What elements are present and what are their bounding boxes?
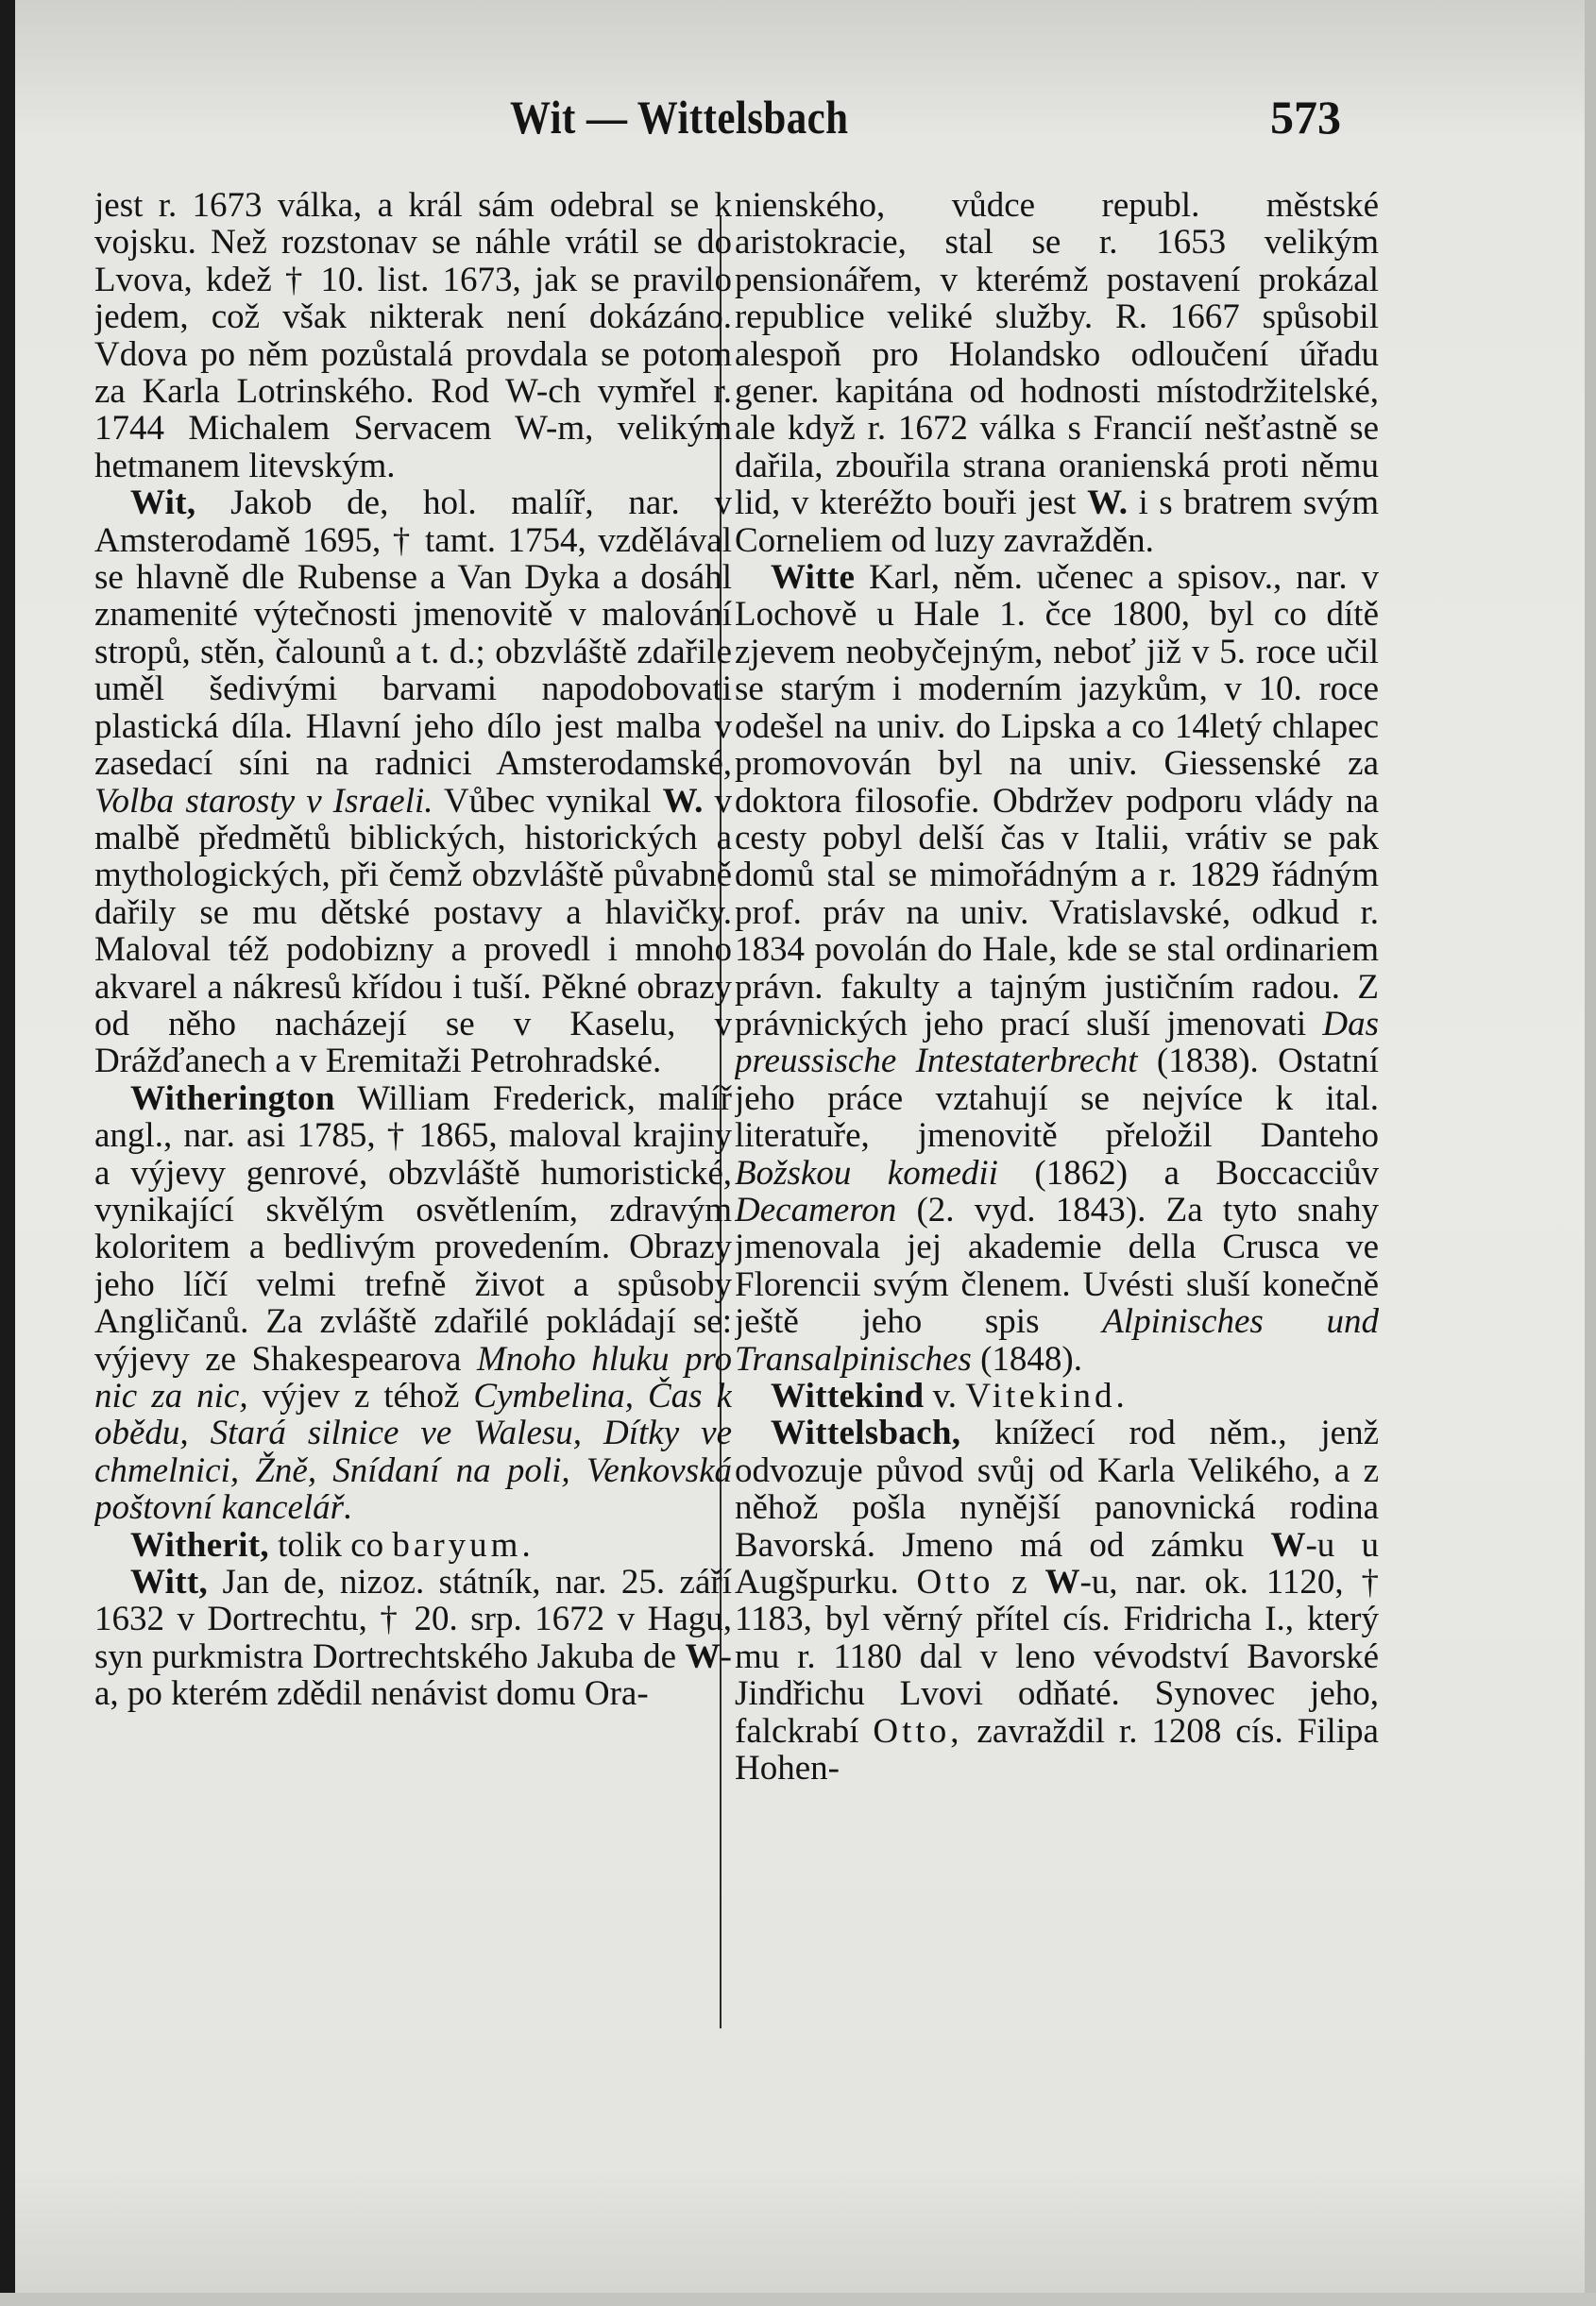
page-number: 573: [1270, 91, 1341, 144]
entry-wit: Wit, Jakob de, hol. malíř, nar. v Amsterodamě 1695, † tamt. 1754, vzdělával se hlavně dle Rubense a Van Dyka a dosáhl znamenité výtečnosti jmenovitě v malování stropů, stěn, čalounů a t. d.; obzvláště zdařile uměl šedivými barvami napodobovati plastická díla. Hlavní jeho dílo jest malba v zasedací síni na radnici Amsterodamské, Volba starosty v Israeli. Vůbec vynikal W. v malbě předmětů biblických, historických a mythologických, při čemž obzvláště půvabně dařily se mu dětské postavy a hlavičky. Maloval též podobizny a provedl i mnoho akvarel a nákresů křídou i tuší. Pěkné obrazy od něho nacházejí se v Kaselu, v Drážďanech a v Eremitaži Petrohradské.: [94, 483, 732, 1081]
scan-edge-bottom: [0, 2293, 1596, 2306]
paragraph-continuation: jest r. 1673 válka, a král sám odebral se k vojsku. Než rozstonav se náhle vrátil se do Lvova, kdež † 10. list. 1673, jak se pravilo jedem, což však nikterak není dokázáno. Vdova po něm pozůstalá provdala se potom za Karla Lotrinského. Rod W-ch vymřel r. 1744 Michalem Servacem W-m, velikým hetmanem litevským.: [94, 187, 732, 485]
running-header: [510, 90, 1341, 156]
scan-edge-right: [1585, 0, 1596, 2306]
left-column: [94, 187, 732, 2085]
right-column: [735, 187, 1379, 2085]
headword-witt: Witt,: [130, 1563, 209, 1602]
entry-witherit: Witherit, tolik co baryum.: [130, 1525, 535, 1565]
headword-wittelsbach: Wittelsbach,: [771, 1414, 961, 1453]
header-title: Wit — Wittelsbach: [510, 91, 849, 144]
headword-witte: Witte: [771, 558, 856, 598]
headword-witherington: Witherington: [130, 1078, 335, 1118]
paragraph-continuation: nienského, vůdce republ. městské aristokracie, stal se r. 1653 velikým pensionářem, v kterémž postavení prokázal republice veliké služby. R. 1667 spůsobil alespoň pro Holandsko odloučení úřadu gener. kapitána od hodnosti místodržitelské, ale když r. 1672 válka s Francií nešťastně se dařila, zbouřila strana oranienská proti němu lid, v kteréžto bouři jest W. i s bratrem svým Corneliem od luzy zavražděn.: [735, 187, 1379, 560]
entry-witt: Witt, Jan de, nizoz. státník, nar. 25. září 1632 v Dortrechtu, † 20. srp. 1672 v Hagu, syn purkmistra Dortrechtského Jakuba de W-a, po kterém zdědil nenávist domu Ora-: [94, 1563, 732, 1714]
entry-wittelsbach: Wittelsbach, knížecí rod něm., jenž odvozuje původ svůj od Karla Velikého, a z něhož pošla nynější panovnická rodina Bavorská. Jmeno má od zámku W-u u Augšpurku. Otto z W-u, nar. ok. 1120, † 1183, byl věrný přítel cís. Fridricha I., který mu r. 1180 dal v leno vévodství Bavorské Jindřichu Lvovi odňaté. Synovec jeho, falckrabí Otto, zavraždil r. 1208 cís. Filipa Hohen-: [735, 1414, 1379, 1789]
headword-witherit: Witherit,: [130, 1525, 269, 1565]
headword-wit: Wit,: [130, 483, 196, 523]
entry-wittekind: Wittekind v. Vitekind.: [771, 1377, 1129, 1416]
scan-edge-left: [0, 0, 15, 2306]
entry-witherington: Witherington William Frederick, malíř angl., nar. asi 1785, † 1865, maloval krajiny a výjevy genrové, obzvláště humoristické, vynikající skvělým osvětlením, zdravým koloritem a bedlivým provedením. Obrazy jeho líčí velmi trefně život a spůsoby Angličanů. Za zvláště zdařilé pokládají se: výjevy ze Shakespearova Mnoho hluku pro nic za nic, výjev z téhož Cymbelina, Čas k obědu, Stará silnice ve Walesu, Dítky ve chmelnici, Žně, Snídaní na poli, Venkovská poštovní kancelář.: [94, 1078, 732, 1528]
entry-witte: Witte Karl, něm. učenec a spisov., nar. v Lochově u Hale 1. čce 1800, byl co dítě zjevem neobyčejným, neboť již v 5. roce učil se starým i moderním jazykům, v 10. roce odešel na univ. do Lipska a co 14letý chlapec promovován byl na univ. Giessenské za doktora filosofie. Obdržev podporu vlády na cesty pobyl delší čas v Italii, vrátiv se pak domů stal se mimořádným a r. 1829 řádným prof. práv na univ. Vratislavské, odkud r. 1834 povolán do Hale, kde se stal ordinariem právn. fakulty a tajným justičním radou. Z právnických jeho prací sluší jmenovati Das preussische Intestaterbrecht (1838). Ostatní jeho práce vztahují se nejvíce k ital. literatuře, jmenovitě přeložil Danteho Božskou komedii (1862) a Boccacciův Decameron (2. vyd. 1843). Za tyto snahy jmenovala jej akademie della Crusca ve Florencii svým členem. Uvésti sluší konečně ještě jeho spis Alpinisches und Transalpinisches (1848).: [735, 558, 1379, 1379]
headword-wittekind: Wittekind: [771, 1377, 925, 1416]
